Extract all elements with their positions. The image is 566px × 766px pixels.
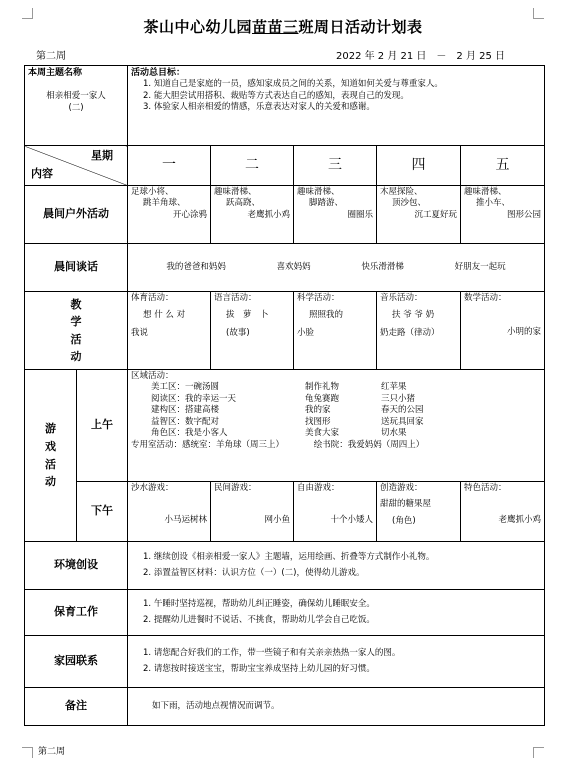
activity-line: 想 什 么 对	[143, 310, 186, 321]
day-mon: 一	[128, 146, 211, 186]
day-tue: 二	[211, 146, 294, 186]
outdoor-cell	[461, 186, 545, 244]
activity-line: 老鹰抓小鸡	[247, 209, 291, 220]
outdoor-row	[25, 186, 545, 244]
pm-label: 下午	[77, 482, 128, 542]
activity-line: 跳羊角球、	[143, 198, 186, 209]
area-label: 区域活动：	[131, 371, 174, 381]
activity-line	[464, 310, 541, 321]
diagonal-header-cell	[25, 146, 128, 186]
outdoor-label: 晨间户外活动	[25, 186, 128, 244]
talk-topic: 好朋友一起玩	[454, 261, 506, 272]
home-label: 家园联系	[25, 636, 128, 688]
area-row	[131, 394, 541, 405]
home-line: 1. 请您配合好我们的工作，带一些镜子和有关亲亲热热一家人的图。	[143, 648, 401, 659]
week-label: 第二周	[36, 51, 66, 62]
games-am-row	[25, 370, 545, 482]
label-char: 学	[70, 315, 82, 329]
label-char: 动	[70, 349, 82, 363]
activity-line: 木屋探险、	[380, 187, 423, 197]
environment-cell	[128, 542, 545, 590]
area-activity: 三只小猪	[381, 393, 416, 404]
activity-line: (故事)	[226, 327, 250, 338]
games-pm-row	[25, 482, 545, 542]
goal-item: 3. 体验家人相亲相爱的情感，乐意表达对家人的关爱和感谢。	[143, 102, 375, 113]
environment-line: 2. 添置益智区材料：认识方位（一）(二)，使得幼儿游戏。	[143, 567, 365, 578]
activity-line: 开心涂鸦	[173, 209, 208, 220]
activity-line: 甜甜的糖果屋	[380, 499, 432, 510]
talk-topic: 喜欢妈妈	[276, 261, 311, 272]
area-activity: 我的家	[305, 405, 331, 416]
area-activity: 搭建高楼	[185, 405, 220, 416]
activity-line: 趣味滑梯、	[214, 187, 257, 197]
subject-title: 体育活动：	[131, 293, 174, 303]
outdoor-cell	[128, 186, 211, 244]
care-row	[25, 590, 545, 636]
area-row	[131, 382, 541, 393]
label-char: 活	[70, 332, 82, 346]
weekly-plan-table	[24, 65, 545, 726]
label-char: 活	[45, 457, 56, 471]
teaching-cell	[377, 292, 461, 370]
area-activity: 龟兔赛跑	[305, 393, 340, 404]
talk-cell	[128, 244, 545, 292]
title-prefix: 茶山中心幼儿园	[143, 18, 252, 36]
day-thu: 四	[377, 146, 461, 186]
care-label: 保育工作	[25, 590, 128, 636]
area-activity: 我是小客人	[185, 428, 228, 439]
activity-line: 图形公园	[507, 209, 542, 220]
subject-title: 语言活动：	[214, 293, 257, 303]
talk-label: 晨间谈话	[25, 244, 128, 292]
teaching-cell	[128, 292, 211, 370]
theme-row	[25, 66, 545, 146]
header-row	[25, 146, 545, 186]
care-line: 2. 提醒幼儿进餐时不说话、不挑食，帮助幼儿学会自己吃饭。	[143, 614, 375, 625]
activity-line: 小明的家	[507, 327, 542, 338]
area-activity: 春天的公园	[381, 405, 424, 416]
goals-cell	[128, 66, 545, 146]
game-type: 特色活动：	[464, 483, 507, 493]
teaching-cell	[461, 292, 545, 370]
talk-topic: 快乐滑滑梯	[361, 261, 404, 272]
home-line: 2. 请您按时接送宝宝，帮助宝宝养成坚持上幼儿园的好习惯。	[143, 663, 375, 674]
home-row	[25, 636, 545, 688]
area-activity: 找图形	[305, 416, 331, 427]
theme-name-line1: 相亲相爱一家人	[46, 91, 106, 102]
weekday-label: 星期	[91, 149, 114, 162]
activity-line: 网小鱼	[264, 515, 291, 526]
activity-line	[131, 499, 207, 510]
game-type: 民间游戏：	[214, 483, 257, 493]
area-name: 角色区：	[151, 428, 186, 439]
label-char: 教	[70, 298, 82, 312]
activity-line	[464, 499, 541, 510]
day-fri: 五	[461, 146, 545, 186]
goal-item: 1. 知道自己是家庭的一员，感知家成员之间的关系，知道如何关爱与尊重家人。	[143, 79, 443, 90]
area-activity: 送玩具回家	[381, 416, 424, 427]
area-activity: 红苹果	[381, 382, 407, 393]
area-activity: 切水果	[381, 428, 407, 439]
activity-line: 照照我的	[309, 310, 344, 321]
title-suffix: 班周日活动计划表	[298, 18, 423, 36]
environment-row	[25, 542, 545, 590]
day-wed: 三	[294, 146, 377, 186]
talk-topic: 我的爸爸和妈妈	[166, 261, 226, 272]
margin-corner-bottom-left	[22, 747, 33, 758]
title-class-name: 苗苗三	[251, 18, 299, 36]
activity-line: 十个小矮人	[330, 515, 374, 526]
area-name: 美工区：	[151, 382, 186, 393]
area-name: 建构区：	[151, 405, 186, 416]
area-name: 益智区：	[151, 416, 186, 427]
game-type: 自由游戏：	[297, 483, 340, 493]
teaching-row	[25, 292, 545, 370]
notes-label: 备注	[25, 688, 128, 726]
footer-week: 第二周	[38, 747, 66, 757]
area-row	[131, 417, 541, 428]
area-activity: 美食大家	[305, 428, 340, 439]
outdoor-cell	[377, 186, 461, 244]
area-row	[131, 405, 541, 416]
home-cell	[128, 636, 545, 688]
environment-line: 1. 继续创设《相亲相爱一家人》主题墙，运用绘画、折叠等方式制作小礼物。	[143, 552, 435, 563]
game-type: 创造游戏：	[380, 483, 423, 493]
goal-item: 2. 能大胆尝试用搭积、裁贴等方式表达自己的感知，表现自己的发现。	[143, 90, 409, 101]
environment-label: 环境创设	[25, 542, 128, 590]
area-activity: 数字配对	[185, 416, 220, 427]
activity-line: 拔 萝 卜	[226, 310, 269, 321]
activity-line: 推小车、	[476, 198, 511, 209]
activity-line: 跃高跷、	[226, 198, 261, 209]
talk-row	[25, 244, 545, 292]
theme-label: 本周主题名称	[28, 68, 83, 78]
activity-line: 小马运树林	[164, 515, 208, 526]
pm-game-cell	[211, 482, 294, 542]
activity-line: (角色)	[392, 515, 416, 526]
special-room-line: 专用室活动：感统室：羊角球（周三上） 绘书院：我爱妈妈（周四上）	[131, 439, 425, 450]
pm-game-cell	[128, 482, 211, 542]
page-title	[0, 16, 566, 37]
care-cell	[128, 590, 545, 636]
activity-line: 顶沙包、	[392, 198, 427, 209]
theme-cell	[25, 66, 128, 146]
teaching-cell	[211, 292, 294, 370]
activity-line: 趣味滑梯、	[464, 187, 507, 197]
teaching-cell	[294, 292, 377, 370]
activity-line	[214, 499, 290, 510]
activity-line: 圈圈乐	[347, 209, 374, 220]
activity-line: 趣味滑梯、	[297, 187, 340, 197]
pm-game-cell	[294, 482, 377, 542]
activity-line: 老鹰抓小鸡	[498, 515, 542, 526]
outdoor-cell	[294, 186, 377, 244]
label-char: 动	[45, 475, 56, 489]
area-activities-cell	[128, 370, 545, 482]
goals-label: 活动总目标：	[131, 68, 186, 78]
outdoor-cell	[211, 186, 294, 244]
label-char: 游	[45, 422, 56, 436]
area-activity: 我的幸运一天	[185, 393, 237, 404]
pm-game-cell	[377, 482, 461, 542]
activity-line: 脚踏游、	[309, 198, 344, 209]
activity-line: 奶走路（律动）	[380, 327, 440, 338]
activity-line: 小脸	[297, 327, 315, 338]
theme-name-line2: (二)	[68, 102, 84, 113]
notes-row	[25, 688, 545, 726]
pm-game-cell	[461, 482, 545, 542]
area-name: 阅读区：	[151, 393, 186, 404]
area-row	[131, 428, 541, 439]
subject-title: 科学活动：	[297, 293, 340, 303]
subject-title: 音乐活动：	[380, 293, 423, 303]
area-activity: 制作礼物	[305, 382, 340, 393]
care-line: 1. 午睡时坚持巡视，帮助幼儿纠正睡姿，确保幼儿睡眠安全。	[143, 599, 375, 610]
game-type: 沙水游戏：	[131, 483, 174, 493]
content-label: 内容	[31, 167, 53, 181]
activity-line: 沉工夏好玩	[414, 209, 458, 220]
teaching-label	[25, 292, 128, 370]
activity-line: 足球小将、	[131, 187, 174, 197]
date-range: 2022 年 2 月 21 日 － 2 月 25 日	[336, 51, 506, 62]
area-activity: 一碗汤圆	[185, 382, 220, 393]
subject-title: 数学活动：	[464, 293, 507, 303]
margin-corner-bottom-right	[533, 747, 544, 758]
activity-line	[297, 499, 373, 510]
activity-line: 我说	[131, 327, 149, 338]
games-label	[25, 370, 77, 542]
notes-text: 如下雨，活动地点视情况而调节。	[128, 688, 545, 726]
activity-line: 扶 爷 爷 奶	[392, 310, 435, 321]
label-char: 戏	[45, 439, 56, 453]
am-label: 上午	[77, 370, 128, 482]
